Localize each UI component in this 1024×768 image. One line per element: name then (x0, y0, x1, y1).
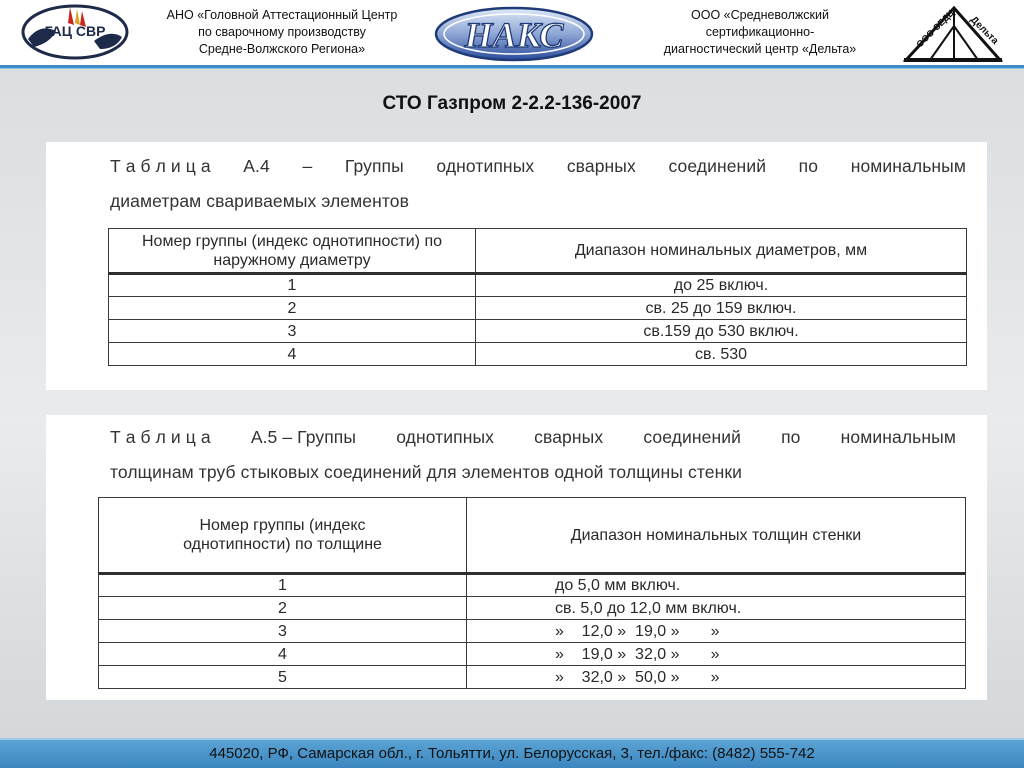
table-row (99, 574, 966, 597)
table-row (109, 343, 967, 366)
caption-word: сварных (534, 427, 604, 447)
delta-logo (900, 4, 1004, 64)
org-left-name (132, 7, 432, 58)
caption-word: соединений (643, 427, 741, 447)
table-a5 (98, 497, 966, 689)
table-cell-range: св.159 до 530 включ. (476, 320, 967, 343)
caption-word: номинальным (840, 427, 956, 447)
table-cell-group: 2 (99, 597, 467, 620)
table-a5-panel (46, 415, 987, 700)
table-a4 (108, 228, 967, 366)
caption-word: номинальным (850, 156, 966, 176)
table-cell-group: 4 (109, 343, 476, 366)
table-a5-caption (110, 420, 956, 490)
table-a4-header-range: Диапазон номинальных диаметров, мм (476, 229, 967, 274)
org-right-line: сертификационно- (705, 25, 815, 39)
delta-logo-text: Дельта (967, 14, 1001, 47)
table-cell-range: св. 25 до 159 включ. (476, 297, 967, 320)
header (0, 0, 1024, 68)
caption-word: однотипных (436, 156, 535, 176)
document-title: СТО Газпром 2-2.2-136-2007 (382, 93, 642, 114)
table-a5-caption-line1 (110, 420, 956, 455)
table-a5-header-range: Диапазон номинальных толщин стенки (467, 498, 966, 574)
org-left-line: АНО «Головной Аттестационный Центр (166, 8, 398, 22)
table-a5-caption-line2: толщинам труб стыковых соединений для элементов одной толщины стенки (110, 462, 742, 482)
table-a4-caption-line2: диаметрам свариваемых элементов (110, 191, 410, 211)
org-right-name (620, 7, 900, 58)
table-cell-group: 3 (109, 320, 476, 343)
org-left-line: Средне-Волжского Региона» (198, 42, 366, 56)
table-cell-range: » 19,0 » 32,0 » » (467, 643, 966, 666)
table-row (109, 297, 967, 320)
caption-word: по (798, 156, 819, 176)
org-right-line: диагностический центр «Дельта» (663, 42, 857, 56)
table-cell-range: » 32,0 » 50,0 » » (467, 666, 966, 689)
caption-word: сварных (566, 156, 636, 176)
table-cell-group: 1 (99, 574, 467, 597)
org-right-line: ООО «Средневолжский (691, 8, 829, 22)
table-cell-group: 3 (99, 620, 467, 643)
table-row (99, 620, 966, 643)
footer-address: 445020, РФ, Самарская обл., г. Тольятти, ул. Белорусская, 3, тел./факс: (8482) 555-742 (0, 738, 1024, 768)
naks-logo (433, 5, 595, 63)
table-a4-caption-line1 (110, 149, 966, 184)
table-cell-range: до 5,0 мм включ. (467, 574, 966, 597)
caption-word: А.4 (243, 156, 270, 176)
caption-word: Т а б л и ц а (110, 427, 211, 447)
table-cell-group: 1 (109, 274, 476, 297)
caption-word: по (781, 427, 801, 447)
gac-svr-logo (20, 3, 130, 61)
table-row (99, 666, 966, 689)
table-row (109, 274, 967, 297)
caption-word: А.5 – Группы (250, 427, 357, 447)
table-cell-group: 5 (99, 666, 467, 689)
table-a4-header-group: Номер группы (индекс однотипности) по наружному диаметру (109, 229, 476, 274)
table-cell-range: св. 5,0 до 12,0 мм включ. (467, 597, 966, 620)
table-cell-range: » 12,0 » 19,0 » » (467, 620, 966, 643)
table-cell-range: до 25 включ. (476, 274, 967, 297)
table-row (109, 320, 967, 343)
caption-word: однотипных (396, 427, 495, 447)
org-left-line: по сварочному производству (198, 25, 366, 39)
naks-logo-text: НАКС (464, 15, 564, 55)
caption-word: – (302, 156, 313, 176)
gac-svr-logo-text: ГАЦ СВР (44, 23, 106, 39)
table-cell-group: 4 (99, 643, 467, 666)
table-cell-range: св. 530 (476, 343, 967, 366)
caption-word: Группы (344, 156, 404, 176)
table-row (99, 597, 966, 620)
table-a4-caption (110, 149, 966, 219)
table-cell-group: 2 (109, 297, 476, 320)
caption-word: Т а б л и ц а (110, 156, 211, 176)
caption-word: соединений (668, 156, 767, 176)
delta-logo-subtext: ООО СЕДЦ (914, 7, 957, 50)
table-a5-header-group: Номер группы (индекс однотипности) по толщине (99, 498, 467, 574)
table-row (99, 643, 966, 666)
table-a4-panel (46, 142, 987, 390)
